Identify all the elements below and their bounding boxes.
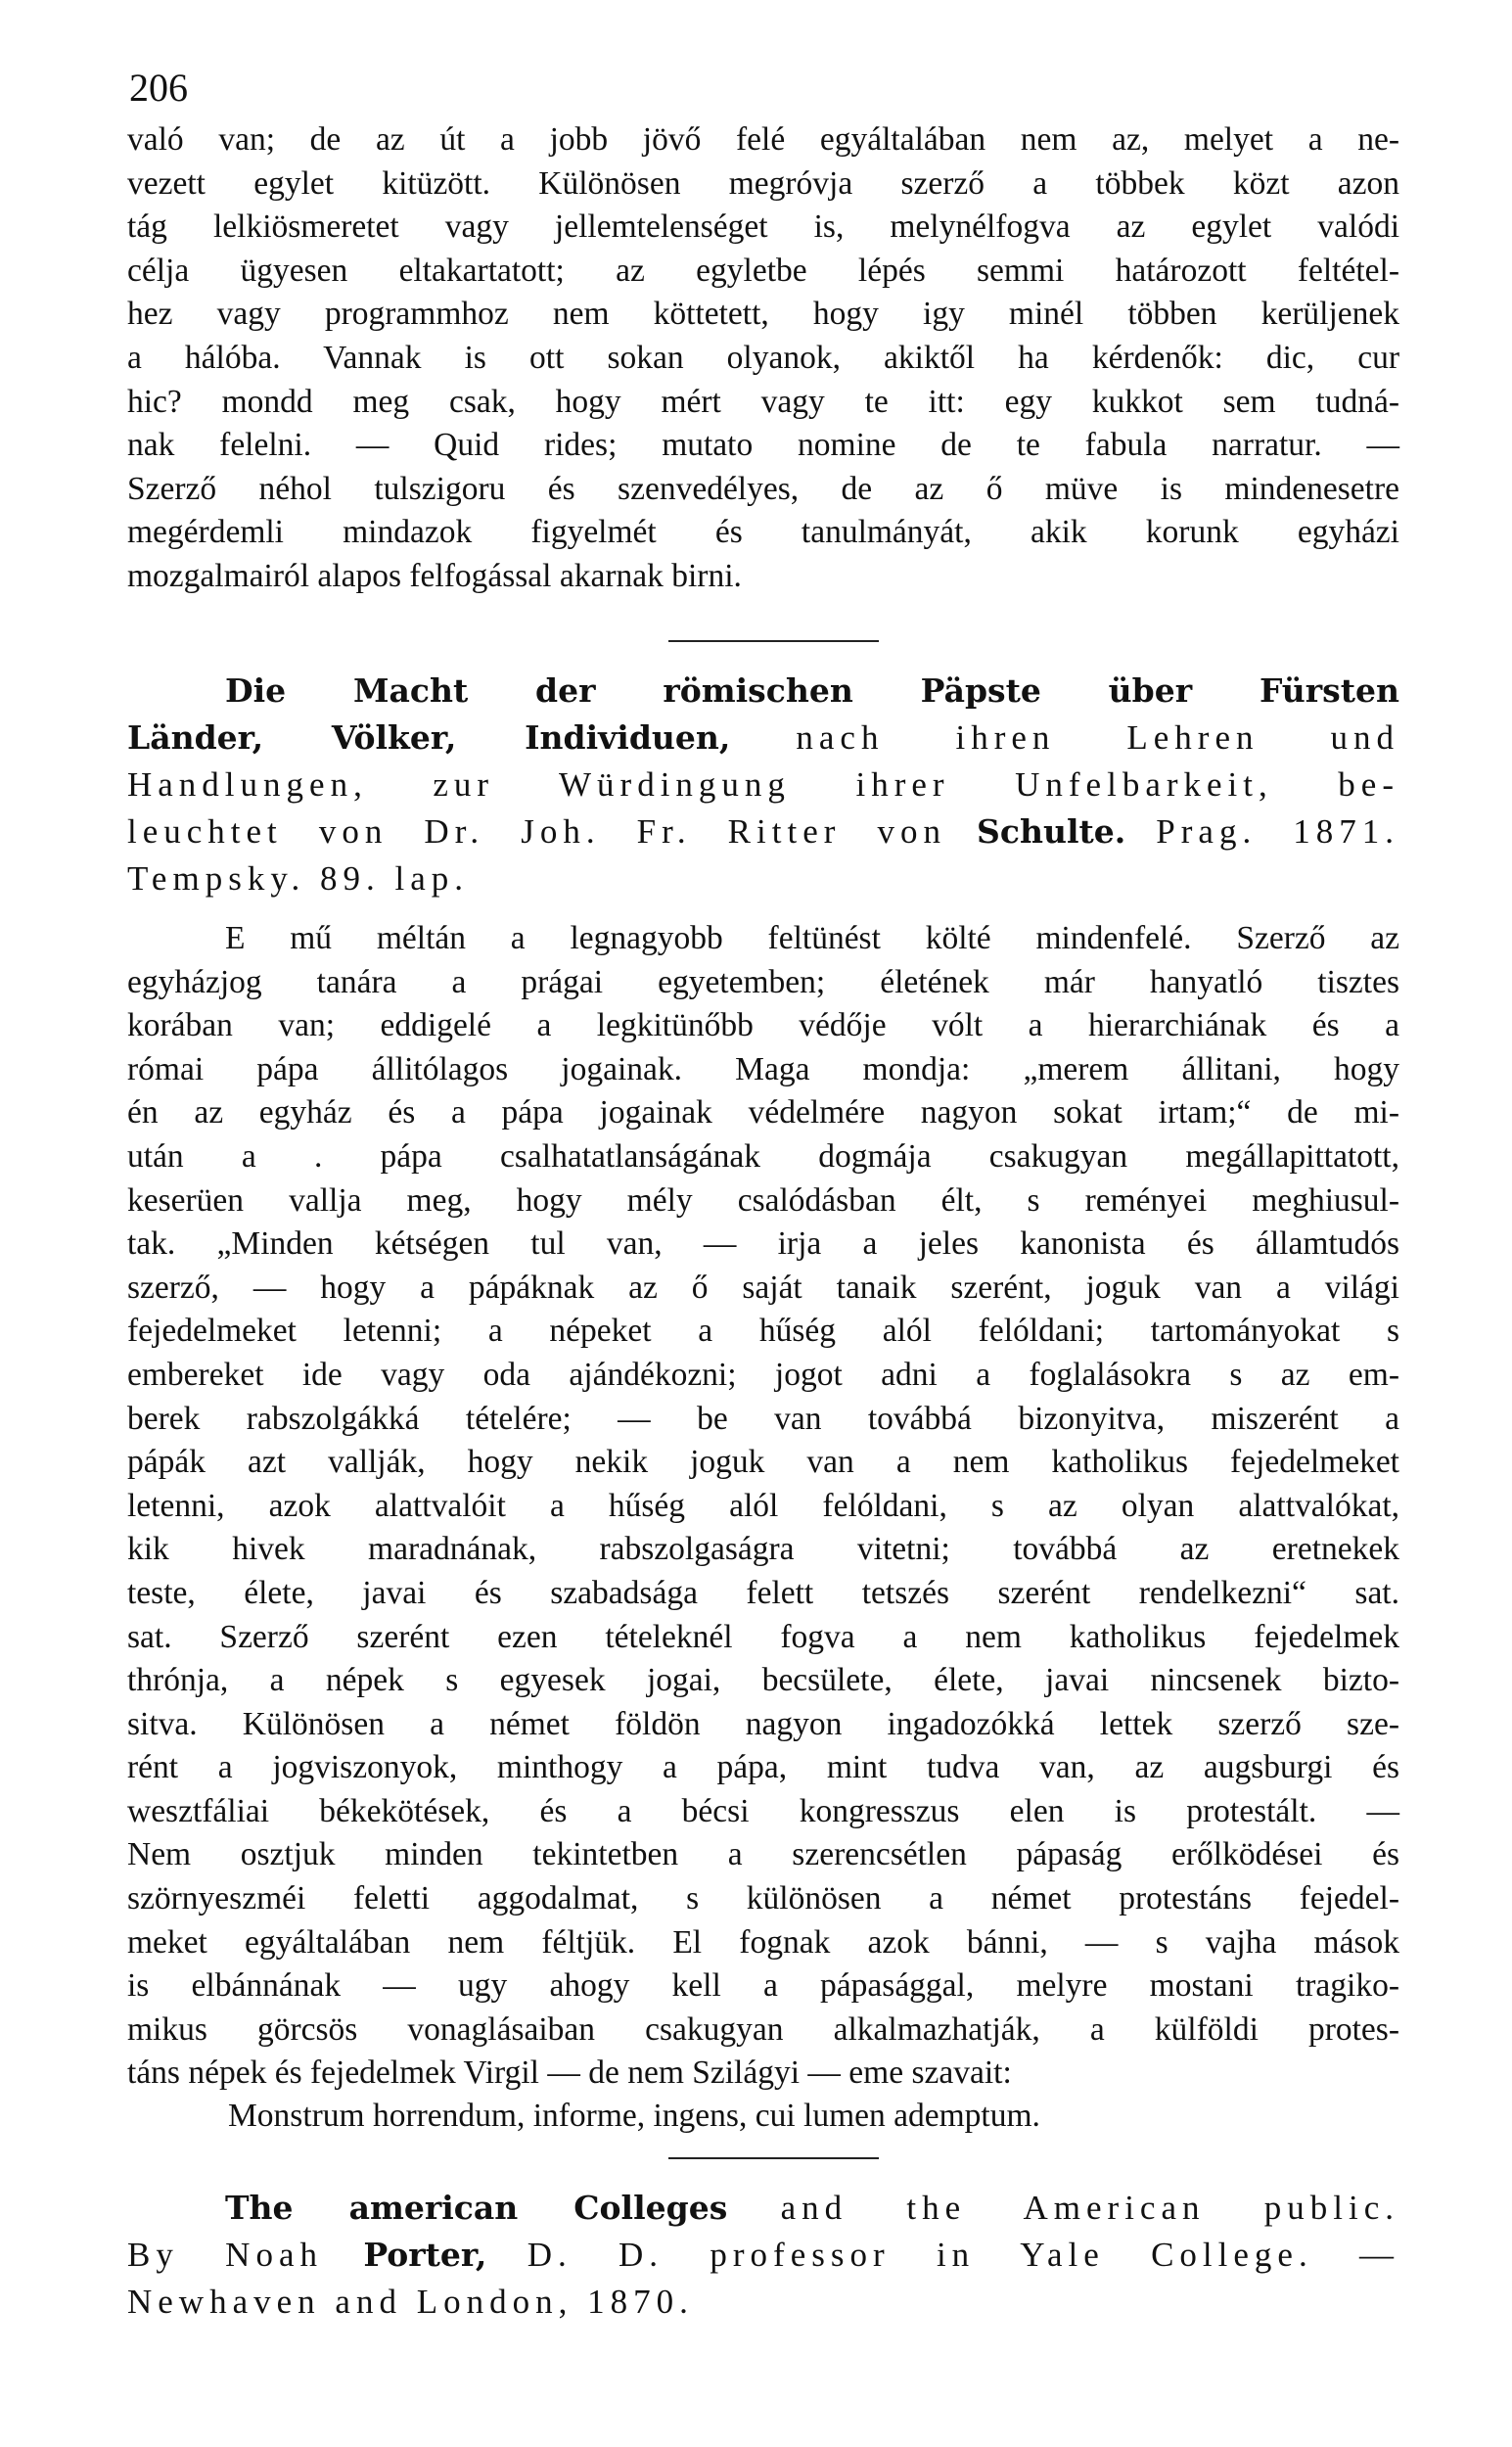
title-line xyxy=(127,668,1399,715)
page-number: 206 xyxy=(129,66,188,110)
text-line: hez vagy programmhoz nem köttetett, hogy igy minél többen kerüljenek xyxy=(127,296,1399,333)
verse-quote: Monstrum horrendum, informe, ingens, cui lumen ademptum. xyxy=(228,2098,1040,2134)
text-line: rént a jogviszonyok, minthogy a pápa, mint tudva van, az augsburgi és xyxy=(127,1749,1399,1786)
author-prefix: leuchtet von Dr. Joh. Fr. Ritter von xyxy=(127,812,946,851)
title-line xyxy=(127,715,1399,762)
book-title-rest: nach ihren Lehren und xyxy=(796,718,1400,757)
text-line: hic? mondd meg csak, hogy mért vagy te itt: egy kukkot sem tudná- xyxy=(127,383,1399,420)
text-line: meket egyáltalában nem féltjük. El fognak azok bánni, — s vajha mások xyxy=(127,1923,1399,1961)
text-line: kik hivek maradnának, rabszolgaságra vitetni; továbbá az eretnekek xyxy=(127,1531,1399,1568)
text-line: korában van; eddigelé a legkitünőbb védője vólt a hierarchiának és a xyxy=(127,1007,1399,1044)
text-line: mikus görcsös vonaglásaiban csakugyan alkalmazhatják, a külföldi protes- xyxy=(127,2010,1399,2048)
text-line: vezett egylet kitüzött. Különösen megróvja szerző a többek közt azon xyxy=(127,164,1399,202)
text-line: keserüen vallja meg, hogy mély csalódásban élt, s reményei meghiusul- xyxy=(127,1181,1399,1219)
text-line: letenni, azok alattvalóit a hűség alól felóldani, s az olyan alattvalókat, xyxy=(127,1487,1399,1524)
author-name: Porter, xyxy=(363,2236,487,2274)
book-title-cont: Länder, Völker, Individuen, xyxy=(127,718,731,757)
text-line: is elbánnának — ugy ahogy kell a pápasággal, melyre mostani tragiko- xyxy=(127,1967,1399,2005)
section-divider xyxy=(668,2157,879,2159)
text-line: táns népek és fejedelmek Virgil — de nem Szilágyi — eme szavait: xyxy=(127,2055,1012,2092)
title-line xyxy=(127,808,1399,855)
title-line: Handlungen, zur Würdingung ihrer Unfelbarkeit, be- xyxy=(127,765,1399,804)
section-divider xyxy=(668,640,879,642)
text-line: sitva. Különösen a német földön nagyon ingadozókká lettek szerző sze- xyxy=(127,1705,1399,1742)
text-line: thrónja, a népek s egyesek jogai, becsülete, élete, javai nincsenek bizto- xyxy=(127,1662,1399,1699)
review-2-text xyxy=(127,917,1399,2096)
text-line: való van; de az út a jobb jövő felé egyáltalában nem az, melyet a ne- xyxy=(127,121,1399,158)
book-title-rest: and the American public. xyxy=(780,2189,1400,2227)
text-line: római pápa állitólagos jogainak. Maga mondja: „merem állitani, hogy xyxy=(127,1050,1399,1087)
text-line: wesztfáliai békekötések, és a bécsi kongresszus elen is protestált. — xyxy=(127,1792,1399,1829)
text-line: a hálóba. Vannak is ott sokan olyanok, akiktől ha kérdenők: dic, cur xyxy=(127,339,1399,376)
text-line: teste, élete, javai és szabadsága felett tetszés szerént rendelkezni“ sat. xyxy=(127,1574,1399,1611)
text-line: nak felelni. — Quid rides; mutato nomine de te fabula narratur. — xyxy=(127,427,1399,464)
text-line: sat. Szerző szerént ezen tételeknél fogva a nem katholikus fejedelmek xyxy=(127,1618,1399,1655)
title-line xyxy=(127,2185,1399,2232)
title-line xyxy=(127,2232,1399,2279)
review-2-title xyxy=(127,668,1399,902)
title-line: Tempsky. 89. lap. xyxy=(127,859,470,898)
review-3-title xyxy=(127,2185,1399,2326)
book-title: The american Colleges xyxy=(225,2189,728,2227)
text-line: után a . pápa csalhatatlanságának dogmája csakugyan megállapittatott, xyxy=(127,1137,1399,1175)
book-title: Die Macht der römischen Päpste über Fürsten xyxy=(225,671,1399,710)
text-line: Nem osztjuk minden tekintetben a szerencsétlen pápaság erőlködései és xyxy=(127,1836,1399,1873)
text-line: megérdemli mindazok figyelmét és tanulmányát, akik korunk egyházi xyxy=(127,514,1399,551)
text-line: tak. „Minden kétségen tul van, — irja a jeles kanonista és államtudós xyxy=(127,1225,1399,1263)
author-name: Schulte. xyxy=(977,812,1126,851)
author-prefix: By Noah xyxy=(127,2236,323,2274)
text-line: embereket ide vagy oda ajándékozni; jogot adni a foglalásokra s az em- xyxy=(127,1356,1399,1393)
text-line: berek rabszolgákká tételére; — be van továbbá bizonyitva, miszerént a xyxy=(127,1400,1399,1437)
text-line: tág lelkiösmeretet vagy jellemtelenséget is, melynélfogva az egylet valódi xyxy=(127,208,1399,246)
text-line: szerző, — hogy a pápáknak az ő saját tanaik szerént, joguk van a világi xyxy=(127,1269,1399,1306)
publication-info: Prag. 1871. xyxy=(1156,812,1400,851)
text-line: pápák azt vallják, hogy nekik joguk van a nem katholikus fejedelmeket xyxy=(127,1444,1399,1481)
text-line: célja ügyesen eltakartatott; az egyletbe lépés semmi határozott feltétel- xyxy=(127,252,1399,289)
text-line: egyházjog tanára a prágai egyetemben; életének már hanyatló tisztes xyxy=(127,963,1399,1000)
title-line: Newhaven and London, 1870. xyxy=(127,2283,694,2321)
text-line: mozgalmairól alapos felfogással akarnak birni. xyxy=(127,557,742,594)
text-line: Szerző néhol tulszigoru és szenvedélyes, de az ő müve is mindenesetre xyxy=(127,470,1399,507)
text-line: szörnyeszméi feletti aggodalmat, s különösen a német protestáns fejedel- xyxy=(127,1880,1399,1917)
review-1-text xyxy=(127,118,1399,599)
author-title: D. D. professor in Yale College. — xyxy=(527,2236,1400,2274)
text-line: én az egyház és a pápa jogainak védelmére nagyon sokat irtam;“ de mi- xyxy=(127,1094,1399,1131)
text-line: E mű méltán a legnagyobb feltünést költé mindenfelé. Szerző az xyxy=(225,920,1399,956)
text-line: fejedelmeket letenni; a népeket a hűség alól felóldani; tartományokat s xyxy=(127,1313,1399,1350)
